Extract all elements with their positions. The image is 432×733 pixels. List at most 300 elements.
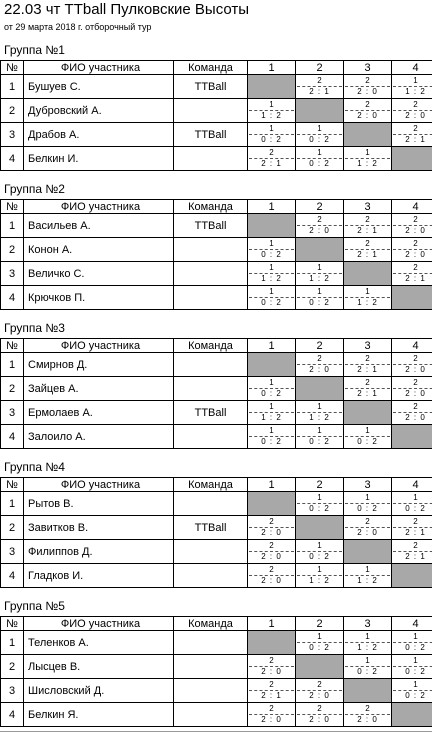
player-name: Белкин И. xyxy=(24,147,174,171)
result-cell xyxy=(296,262,344,286)
result-points: 2 xyxy=(413,517,418,526)
result-points: 2 xyxy=(317,680,322,689)
result-cell xyxy=(344,286,392,310)
player-name: Гладков И. xyxy=(24,564,174,588)
result-cell xyxy=(392,353,432,377)
column-header: Команда xyxy=(174,339,248,353)
player-name: Шисловский Д. xyxy=(24,679,174,703)
result-cell xyxy=(296,631,344,655)
result-points: 2 xyxy=(365,215,370,224)
player-name: Завитков В. xyxy=(24,516,174,540)
result-cell xyxy=(344,425,392,449)
result-cell xyxy=(392,377,432,401)
column-header: № xyxy=(1,617,24,631)
result-points: 1 xyxy=(317,263,322,272)
result-score: 2 : 0 xyxy=(405,413,426,422)
column-header: 2 xyxy=(296,478,344,492)
result-points: 1 xyxy=(269,124,274,133)
table-row xyxy=(1,540,432,564)
player-number: 1 xyxy=(1,353,24,377)
result-cell xyxy=(248,401,296,425)
group-1 xyxy=(0,40,432,171)
result-score: 0 : 2 xyxy=(405,504,426,513)
group-title: Группа №5 xyxy=(4,599,65,613)
column-header: Команда xyxy=(174,200,248,214)
group-4 xyxy=(0,457,432,588)
result-points: 1 xyxy=(413,656,418,665)
result-cell xyxy=(248,377,296,401)
result-score: 2 : 1 xyxy=(261,691,282,700)
result-score: 2 : 1 xyxy=(357,389,378,398)
player-number: 1 xyxy=(1,214,24,238)
result-score: 2 : 1 xyxy=(405,135,426,144)
self-match-cell xyxy=(392,703,432,727)
header-row xyxy=(1,339,432,353)
result-points: 2 xyxy=(413,100,418,109)
player-team: TTBall xyxy=(174,214,248,238)
result-score: 2 : 0 xyxy=(261,576,282,585)
self-match-cell xyxy=(344,401,392,425)
result-score: 0 : 2 xyxy=(309,135,330,144)
result-cell xyxy=(344,377,392,401)
result-cell xyxy=(296,286,344,310)
result-score: 2 : 1 xyxy=(357,250,378,259)
self-match-cell xyxy=(344,679,392,703)
column-header: ФИО участника xyxy=(24,61,174,75)
result-cell xyxy=(344,655,392,679)
result-score: 1 : 2 xyxy=(309,274,330,283)
player-team xyxy=(174,631,248,655)
column-header: 4 xyxy=(392,200,432,214)
table-row xyxy=(1,238,432,262)
result-score: 2 : 0 xyxy=(357,715,378,724)
result-points: 1 xyxy=(317,287,322,296)
table-row xyxy=(1,564,432,588)
group-table xyxy=(0,60,432,171)
column-header: 2 xyxy=(296,339,344,353)
result-score: 2 : 0 xyxy=(261,528,282,537)
result-points: 1 xyxy=(317,493,322,502)
player-number: 3 xyxy=(1,540,24,564)
player-name: Лысцев В. xyxy=(24,655,174,679)
result-cell xyxy=(296,401,344,425)
player-name: Филиппов Д. xyxy=(24,540,174,564)
group-3 xyxy=(0,318,432,449)
column-header: № xyxy=(1,339,24,353)
result-cell xyxy=(392,516,432,540)
result-points: 1 xyxy=(269,100,274,109)
result-score: 0 : 2 xyxy=(261,298,282,307)
result-cell xyxy=(296,703,344,727)
player-team xyxy=(174,564,248,588)
player-name: Ермолаев А. xyxy=(24,401,174,425)
bottom-divider xyxy=(0,731,432,732)
result-score: 2 : 1 xyxy=(357,365,378,374)
table-row xyxy=(1,99,432,123)
page-subtitle: от 29 марта 2018 г. отборочный тур xyxy=(4,22,152,32)
result-points: 1 xyxy=(317,541,322,550)
result-points: 2 xyxy=(365,354,370,363)
player-number: 1 xyxy=(1,492,24,516)
result-score: 0 : 2 xyxy=(405,643,426,652)
result-cell xyxy=(296,425,344,449)
result-cell xyxy=(248,703,296,727)
player-number: 2 xyxy=(1,655,24,679)
result-score: 2 : 0 xyxy=(405,111,426,120)
result-score: 2 : 0 xyxy=(261,552,282,561)
result-points: 1 xyxy=(365,565,370,574)
column-header: 4 xyxy=(392,61,432,75)
result-cell xyxy=(392,492,432,516)
self-match-cell xyxy=(392,147,432,171)
page-title: 22.03 чт TTball Пулковские Высоты xyxy=(4,1,250,18)
result-points: 2 xyxy=(365,517,370,526)
result-score: 2 : 0 xyxy=(405,389,426,398)
result-points: 1 xyxy=(269,378,274,387)
column-header: 2 xyxy=(296,200,344,214)
result-cell xyxy=(296,540,344,564)
result-score: 2 : 0 xyxy=(357,528,378,537)
result-cell xyxy=(344,214,392,238)
result-score: 0 : 2 xyxy=(309,298,330,307)
player-team xyxy=(174,238,248,262)
result-cell xyxy=(392,540,432,564)
player-name: Конон А. xyxy=(24,238,174,262)
self-match-cell xyxy=(296,655,344,679)
result-cell xyxy=(248,123,296,147)
column-header: 1 xyxy=(248,61,296,75)
result-score: 0 : 2 xyxy=(261,389,282,398)
group-table xyxy=(0,199,432,310)
result-points: 2 xyxy=(365,378,370,387)
result-score: 0 : 2 xyxy=(261,250,282,259)
result-cell xyxy=(248,655,296,679)
result-points: 1 xyxy=(317,148,322,157)
result-score: 2 : 0 xyxy=(405,365,426,374)
result-points: 1 xyxy=(269,426,274,435)
table-row xyxy=(1,492,432,516)
result-cell xyxy=(296,492,344,516)
result-cell xyxy=(296,75,344,99)
result-score: 2 : 0 xyxy=(309,691,330,700)
player-name: Драбов А. xyxy=(24,123,174,147)
result-cell xyxy=(296,564,344,588)
column-header: Команда xyxy=(174,61,248,75)
player-team: TTBall xyxy=(174,401,248,425)
result-cell xyxy=(344,516,392,540)
result-points: 2 xyxy=(269,680,274,689)
player-team xyxy=(174,540,248,564)
group-title: Группа №2 xyxy=(4,182,65,196)
player-team xyxy=(174,425,248,449)
result-cell xyxy=(392,123,432,147)
player-number: 3 xyxy=(1,262,24,286)
table-row xyxy=(1,631,432,655)
player-team xyxy=(174,655,248,679)
result-cell xyxy=(248,147,296,171)
result-score: 0 : 2 xyxy=(261,437,282,446)
result-cell xyxy=(344,703,392,727)
result-points: 1 xyxy=(317,632,322,641)
result-points: 2 xyxy=(413,239,418,248)
column-header: 1 xyxy=(248,617,296,631)
result-points: 2 xyxy=(269,541,274,550)
result-score: 1 : 2 xyxy=(309,576,330,585)
result-points: 1 xyxy=(413,632,418,641)
result-score: 1 : 2 xyxy=(357,159,378,168)
group-2 xyxy=(0,179,432,310)
result-score: 1 : 2 xyxy=(309,413,330,422)
column-header: 1 xyxy=(248,339,296,353)
result-score: 2 : 0 xyxy=(357,111,378,120)
result-score: 2 : 1 xyxy=(309,87,330,96)
result-points: 1 xyxy=(365,148,370,157)
result-cell xyxy=(344,238,392,262)
result-points: 2 xyxy=(269,656,274,665)
result-points: 2 xyxy=(413,378,418,387)
result-cell xyxy=(392,401,432,425)
result-score: 0 : 2 xyxy=(405,691,426,700)
player-name: Смирнов Д. xyxy=(24,353,174,377)
result-cell xyxy=(392,655,432,679)
result-score: 0 : 2 xyxy=(309,552,330,561)
result-cell xyxy=(296,214,344,238)
result-cell xyxy=(248,516,296,540)
column-header: ФИО участника xyxy=(24,617,174,631)
player-team xyxy=(174,286,248,310)
result-score: 2 : 0 xyxy=(357,87,378,96)
column-header: № xyxy=(1,200,24,214)
result-score: 1 : 2 xyxy=(261,111,282,120)
result-points: 1 xyxy=(365,287,370,296)
table-row xyxy=(1,214,432,238)
result-score: 2 : 1 xyxy=(405,528,426,537)
header-row xyxy=(1,200,432,214)
result-cell xyxy=(392,238,432,262)
table-row xyxy=(1,353,432,377)
column-header: 3 xyxy=(344,61,392,75)
player-team xyxy=(174,262,248,286)
result-cell xyxy=(248,540,296,564)
result-points: 1 xyxy=(269,402,274,411)
result-points: 2 xyxy=(365,704,370,713)
result-cell xyxy=(248,238,296,262)
player-number: 3 xyxy=(1,679,24,703)
player-name: Рытов В. xyxy=(24,492,174,516)
result-points: 1 xyxy=(413,76,418,85)
column-header: 4 xyxy=(392,339,432,353)
result-points: 1 xyxy=(413,493,418,502)
table-row xyxy=(1,679,432,703)
column-header: 3 xyxy=(344,478,392,492)
self-match-cell xyxy=(392,425,432,449)
self-match-cell xyxy=(296,99,344,123)
self-match-cell xyxy=(248,75,296,99)
result-points: 1 xyxy=(365,656,370,665)
result-score: 0 : 2 xyxy=(357,504,378,513)
header-row xyxy=(1,61,432,75)
column-header: № xyxy=(1,478,24,492)
player-number: 3 xyxy=(1,401,24,425)
result-score: 0 : 2 xyxy=(357,667,378,676)
self-match-cell xyxy=(296,238,344,262)
table-row xyxy=(1,703,432,727)
player-name: Величко С. xyxy=(24,262,174,286)
column-header: 1 xyxy=(248,200,296,214)
result-score: 2 : 0 xyxy=(405,250,426,259)
column-header: 4 xyxy=(392,478,432,492)
player-number: 4 xyxy=(1,286,24,310)
player-team xyxy=(174,703,248,727)
result-score: 1 : 2 xyxy=(357,576,378,585)
self-match-cell xyxy=(344,123,392,147)
result-score: 0 : 2 xyxy=(261,135,282,144)
result-score: 0 : 2 xyxy=(357,437,378,446)
player-team xyxy=(174,492,248,516)
table-row xyxy=(1,123,432,147)
result-cell xyxy=(344,99,392,123)
table-row xyxy=(1,401,432,425)
self-match-cell xyxy=(344,262,392,286)
table-row xyxy=(1,262,432,286)
result-score: 1 : 2 xyxy=(357,643,378,652)
player-name: Залоило А. xyxy=(24,425,174,449)
result-cell xyxy=(344,631,392,655)
result-cell xyxy=(392,631,432,655)
result-points: 1 xyxy=(413,680,418,689)
result-points: 2 xyxy=(317,215,322,224)
result-cell xyxy=(392,214,432,238)
self-match-cell xyxy=(344,540,392,564)
player-team xyxy=(174,99,248,123)
table-row xyxy=(1,147,432,171)
result-score: 1 : 2 xyxy=(405,87,426,96)
result-score: 2 : 0 xyxy=(309,715,330,724)
column-header: ФИО участника xyxy=(24,478,174,492)
self-match-cell xyxy=(248,353,296,377)
result-score: 0 : 2 xyxy=(309,504,330,513)
player-name: Белкин Я. xyxy=(24,703,174,727)
result-score: 0 : 2 xyxy=(309,437,330,446)
self-match-cell xyxy=(248,214,296,238)
player-name: Зайцев А. xyxy=(24,377,174,401)
table-row xyxy=(1,286,432,310)
player-name: Бушуев С. xyxy=(24,75,174,99)
table-row xyxy=(1,655,432,679)
result-cell xyxy=(392,679,432,703)
result-points: 1 xyxy=(317,426,322,435)
player-number: 4 xyxy=(1,147,24,171)
result-cell xyxy=(392,262,432,286)
result-cell xyxy=(248,286,296,310)
self-match-cell xyxy=(248,492,296,516)
player-team: TTBall xyxy=(174,516,248,540)
result-score: 0 : 2 xyxy=(405,667,426,676)
player-number: 2 xyxy=(1,377,24,401)
result-points: 1 xyxy=(317,565,322,574)
result-cell xyxy=(248,99,296,123)
player-number: 4 xyxy=(1,425,24,449)
player-name: Теленков А. xyxy=(24,631,174,655)
player-number: 4 xyxy=(1,564,24,588)
player-name: Крючков П. xyxy=(24,286,174,310)
player-number: 2 xyxy=(1,99,24,123)
result-points: 1 xyxy=(269,263,274,272)
player-number: 4 xyxy=(1,703,24,727)
result-points: 2 xyxy=(365,100,370,109)
result-points: 1 xyxy=(317,124,322,133)
result-points: 2 xyxy=(365,239,370,248)
self-match-cell xyxy=(248,631,296,655)
column-header: 3 xyxy=(344,200,392,214)
column-header: 3 xyxy=(344,339,392,353)
result-points: 2 xyxy=(365,76,370,85)
player-number: 2 xyxy=(1,238,24,262)
result-points: 2 xyxy=(413,354,418,363)
player-team: TTBall xyxy=(174,123,248,147)
result-cell xyxy=(344,75,392,99)
player-team xyxy=(174,377,248,401)
column-header: Команда xyxy=(174,617,248,631)
result-cell xyxy=(344,147,392,171)
result-cell xyxy=(344,492,392,516)
player-number: 1 xyxy=(1,631,24,655)
result-points: 2 xyxy=(269,517,274,526)
column-header: 3 xyxy=(344,617,392,631)
header-row xyxy=(1,478,432,492)
player-name: Дубровский А. xyxy=(24,99,174,123)
result-cell xyxy=(296,679,344,703)
result-points: 2 xyxy=(413,263,418,272)
result-points: 2 xyxy=(317,354,322,363)
result-points: 1 xyxy=(269,287,274,296)
result-score: 2 : 0 xyxy=(405,226,426,235)
column-header: 2 xyxy=(296,617,344,631)
player-team xyxy=(174,147,248,171)
result-cell xyxy=(248,425,296,449)
self-match-cell xyxy=(392,564,432,588)
result-score: 2 : 1 xyxy=(405,274,426,283)
result-cell xyxy=(296,123,344,147)
result-cell xyxy=(248,564,296,588)
table-row xyxy=(1,75,432,99)
group-title: Группа №4 xyxy=(4,460,65,474)
result-cell xyxy=(392,99,432,123)
result-score: 2 : 0 xyxy=(261,667,282,676)
result-cell xyxy=(344,564,392,588)
group-table xyxy=(0,616,432,727)
self-match-cell xyxy=(296,516,344,540)
player-number: 1 xyxy=(1,75,24,99)
group-table xyxy=(0,338,432,449)
result-points: 2 xyxy=(317,76,322,85)
result-points: 1 xyxy=(365,632,370,641)
player-team: TTBall xyxy=(174,75,248,99)
result-points: 2 xyxy=(413,215,418,224)
result-points: 1 xyxy=(365,426,370,435)
result-score: 2 : 1 xyxy=(357,226,378,235)
result-score: 0 : 2 xyxy=(309,159,330,168)
table-row xyxy=(1,516,432,540)
result-cell xyxy=(344,353,392,377)
result-points: 2 xyxy=(317,704,322,713)
group-title: Группа №1 xyxy=(4,43,65,57)
group-5 xyxy=(0,596,432,727)
result-score: 1 : 2 xyxy=(261,274,282,283)
header-row xyxy=(1,617,432,631)
result-cell xyxy=(248,679,296,703)
group-title: Группа №3 xyxy=(4,321,65,335)
